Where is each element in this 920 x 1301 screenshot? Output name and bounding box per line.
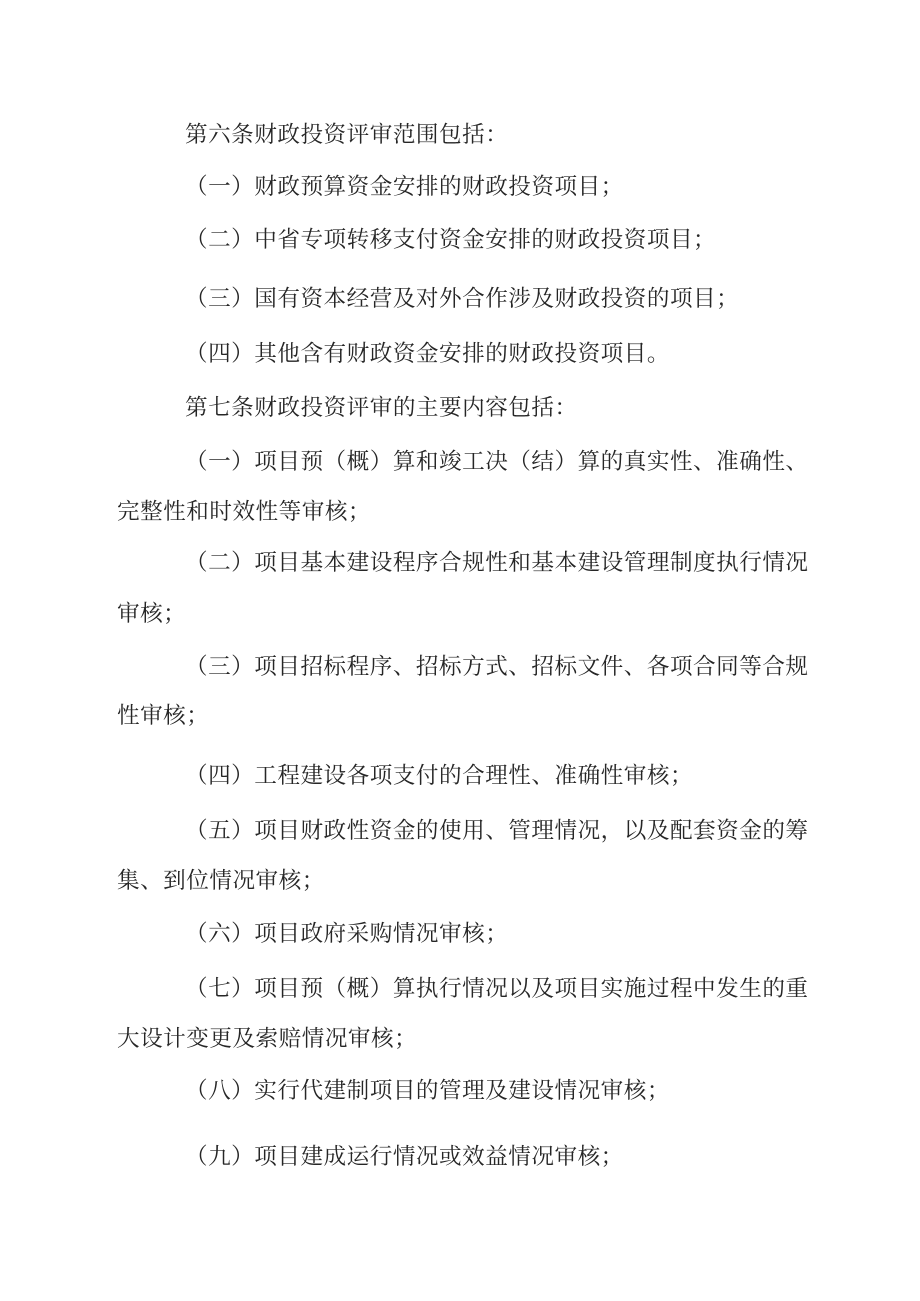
paragraph-item-1-line-2: 完整性和时效性等审核； bbox=[117, 499, 372, 524]
paragraph-article-7: 第七条财政投资评审的主要内容包括： bbox=[185, 395, 578, 420]
paragraph-item-7-line-2: 大设计变更及索赔情况审核； bbox=[117, 1026, 418, 1051]
paragraph-item-5-line-1: （五）项目财政性资金的使用、管理情况，以及配套资金的筹 bbox=[185, 818, 809, 843]
paragraph-item-6-audit: （六）项目政府采购情况审核； bbox=[185, 921, 509, 946]
paragraph-item-3: （三）国有资本经营及对外合作涉及财政投资的项目； bbox=[185, 286, 740, 311]
paragraph-item-9-audit: （九）项目建成运行情况或效益情况审核； bbox=[185, 1144, 624, 1169]
paragraph-item-7-line-1: （七）项目预（概）算执行情况以及项目实施过程中发生的重 bbox=[185, 976, 809, 1001]
paragraph-item-3-line-1: （三）项目招标程序、招标方式、招标文件、各项合同等合规 bbox=[185, 654, 809, 679]
paragraph-item-4-audit: （四）工程建设各项支付的合理性、准确性审核； bbox=[185, 763, 694, 788]
paragraph-article-6: 第六条财政投资评审范围包括： bbox=[185, 122, 509, 147]
paragraph-item-3-line-2: 性审核； bbox=[117, 703, 210, 728]
paragraph-item-2-line-2: 审核； bbox=[117, 601, 187, 626]
paragraph-item-4: （四）其他含有财政资金安排的财政投资项目。 bbox=[185, 341, 670, 366]
paragraph-item-1-line-1: （一）项目预（概）算和竣工决（结）算的真实性、准确性、 bbox=[185, 449, 809, 474]
paragraph-item-2-line-1: （二）项目基本建设程序合规性和基本建设管理制度执行情况 bbox=[185, 550, 809, 575]
paragraph-item-2: （二）中省专项转移支付资金安排的财政投资项目； bbox=[185, 227, 717, 252]
paragraph-item-5-line-2: 集、到位情况审核； bbox=[117, 868, 325, 893]
paragraph-item-8-audit: （八）实行代建制项目的管理及建设情况审核； bbox=[185, 1078, 670, 1103]
paragraph-item-1: （一）财政预算资金安排的财政投资项目； bbox=[185, 174, 624, 199]
